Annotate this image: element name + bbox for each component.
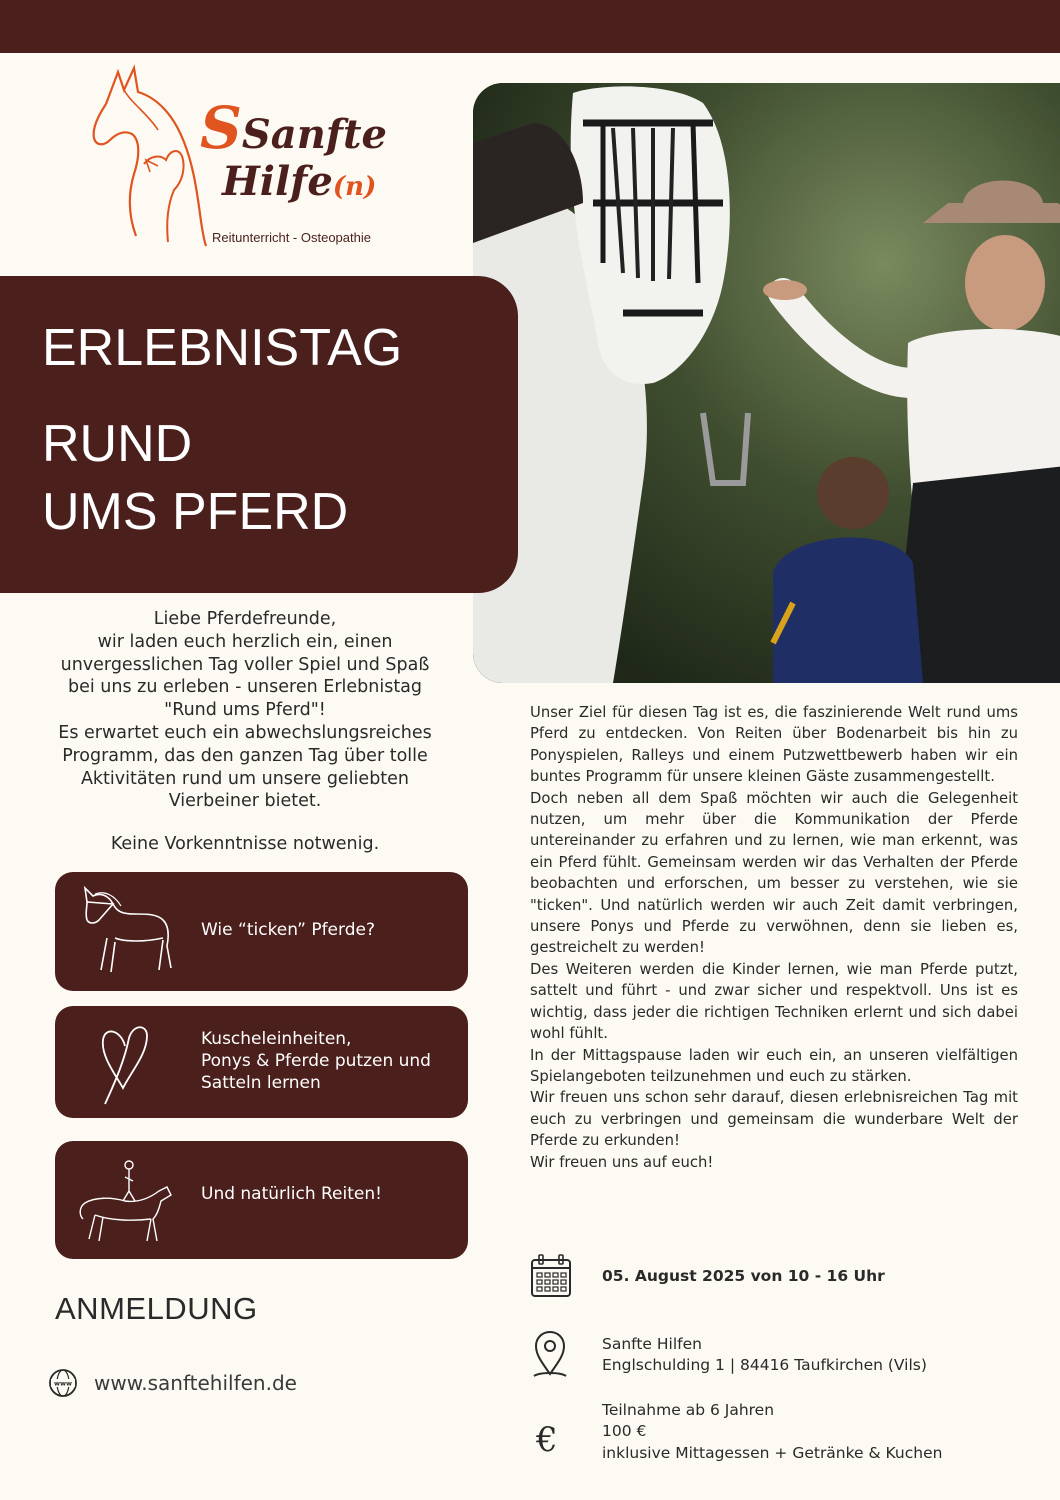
location-pin-icon: [530, 1330, 570, 1380]
location-name: Sanfte Hilfen: [602, 1335, 702, 1353]
heart-icon: [95, 1018, 155, 1108]
body-paragraph: Doch neben all dem Spaß möchten wir auch die Gelegenheit nutzen, um mehr über die Kommunikation der Pferde untereinander zu erfahren und zu lernen, wie man erkennt, was ein Pferd fühlt. Gemeinsam werden wir das Verhalten der Pferde beobachten und erforschen, um besser zu verstehen, wie sie "ticken". Und natürlich werden wir auch Zeit damit verbringen, unsere Ponys und Pferde zu verwöhnen, denn sie lieben es, gestreichelt zu werden!: [530, 789, 1018, 957]
horse-icon: [75, 880, 175, 975]
feature-text: Wie “ticken” Pferde?: [201, 920, 375, 940]
intro-line: Liebe Pferdefreunde,: [153, 609, 337, 629]
body-text: [530, 702, 1018, 1173]
feature-box-riding: [55, 1141, 468, 1259]
body-paragraph: Wir freuen uns auf euch!: [530, 1153, 714, 1171]
location-address: Englschulding 1 | 84416 Taufkirchen (Vils): [602, 1356, 927, 1374]
logo-line-1: SSanfte: [200, 94, 387, 162]
price-line-amount: 100 €: [602, 1422, 647, 1440]
title-line-1: ERLEBNISTAG: [42, 319, 403, 377]
body-paragraph: In der Mittagspause laden wir euch ein, an unseren vielfältigen Spielangeboten teilzunehmen und euch zu stärken.: [530, 1046, 1018, 1085]
intro-line: Es erwartet euch ein abwechslungsreiches: [58, 722, 432, 743]
hero-photo: [473, 83, 1060, 683]
feature-text-line: Satteln lernen: [201, 1073, 321, 1093]
rider-icon: [75, 1157, 175, 1247]
body-paragraph: Des Weiteren werden die Kinder lernen, wie man Pferde putzt, sattelt und führt - und zwar sicher und respektvoll. Uns ist es wichtig, dass jeder die richtigen Techniken erlernt und sich dabei wohl fühlt.: [530, 960, 1018, 1043]
feature-box-horse: [55, 872, 468, 991]
title-box: [0, 276, 518, 593]
title-line-2: RUND: [42, 415, 193, 473]
feature-text-line: Ponys & Pferde putzen und: [201, 1051, 431, 1071]
no-prerequisites-note: Keine Vorkenntnisse notwenig.: [110, 834, 380, 854]
calendar-icon: [530, 1254, 572, 1298]
website-link[interactable]: [48, 1366, 297, 1400]
euro-icon: €: [536, 1420, 558, 1460]
price-line-inclusions: inklusive Mittagessen + Getränke & Kuchen: [602, 1444, 943, 1462]
intro-line: Aktivitäten rund um unsere geliebten: [80, 768, 410, 789]
price-line-age: Teilnahme ab 6 Jahren: [602, 1401, 775, 1419]
globe-icon: [48, 1368, 78, 1398]
body-paragraph: Wir freuen uns schon sehr darauf, diesen erlebnisreichen Tag mit euch zu verbringen und gemeinsam die wunderbare Welt der Pferde zu erkunden!: [530, 1089, 1018, 1150]
title-line-3: UMS PFERD: [42, 483, 349, 541]
feature-text: [201, 1028, 431, 1094]
body-paragraph: Unser Ziel für diesen Tag ist es, die faszinierende Welt rund ums Pferd zu entdecken. Von Reiten über Bodenarbeit bis hin zu Ponyspielen, Ralleys und einem Putzwettbewerb haben wir ein buntes Programm für unsere kleinen Gäste zusammengestellt.: [530, 704, 1018, 786]
logo-tagline: Reitunterricht - Osteopathie: [212, 230, 371, 245]
intro-line: wir laden euch herzlich ein, einen: [97, 631, 393, 652]
intro-line: Vierbeiner bietet.: [168, 791, 322, 812]
intro-text: [30, 608, 460, 813]
feature-box-care: [55, 1006, 468, 1118]
intro-line: unvergesslichen Tag voller Spiel und Spaß: [60, 654, 430, 675]
signup-heading: ANMELDUNG: [55, 1291, 258, 1326]
feature-text: Und natürlich Reiten!: [201, 1184, 382, 1204]
logo: [88, 64, 388, 254]
intro-line: Programm, das den ganzen Tag über tolle: [62, 745, 428, 766]
website-url[interactable]: www.sanftehilfen.de: [94, 1371, 297, 1395]
intro-line: "Rund ums Pferd"!: [164, 700, 326, 721]
horse-head-logo-icon: [88, 64, 218, 249]
logo-line-2: Hilfe(n): [222, 158, 377, 205]
top-bar: [0, 0, 1060, 53]
svg-text:www: www: [53, 1379, 73, 1388]
intro-line: bei uns zu erleben - unseren Erlebnistag: [67, 677, 423, 698]
date-text: 05. August 2025 von 10 - 16 Uhr: [602, 1267, 885, 1285]
feature-text-line: Kuscheleinheiten,: [201, 1029, 352, 1049]
